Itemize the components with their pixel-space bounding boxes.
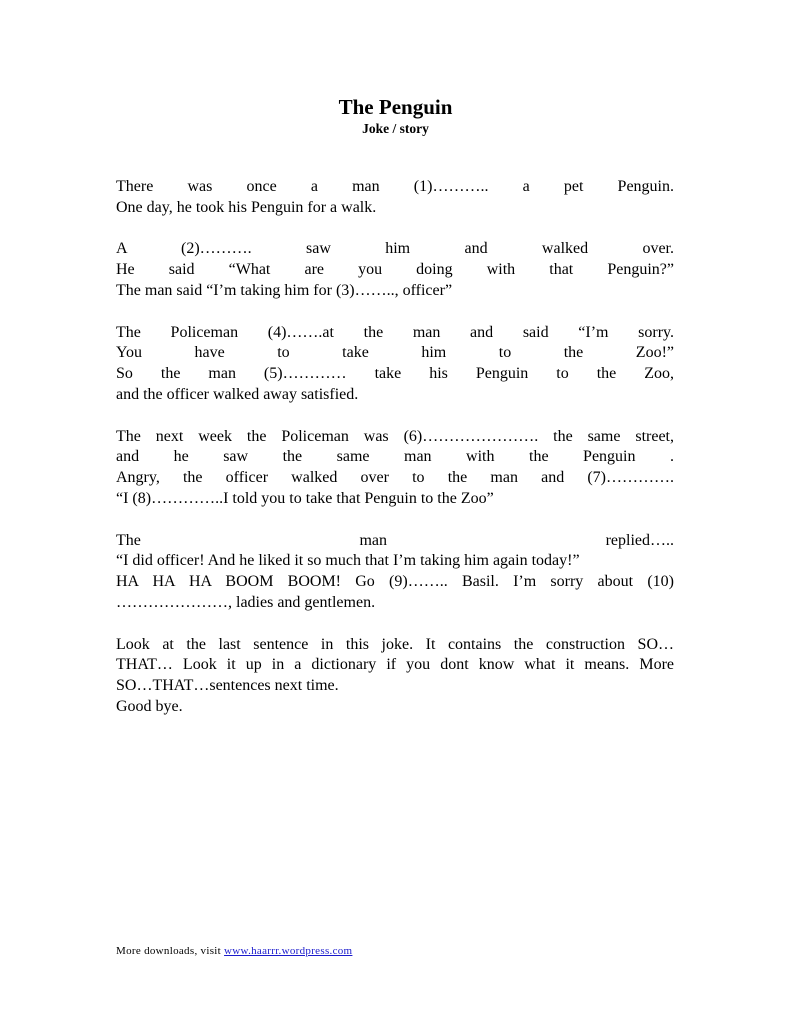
text-line: “I (8)…………..I told you to take that Penguin to the Zoo”: [116, 489, 494, 507]
story-body: [116, 177, 674, 739]
text-line: and he saw the same man with the Penguin .: [116, 448, 674, 466]
text-line: HA HA HA BOOM BOOM! Go (9)…….. Basil. I’m sorry about (10): [116, 573, 674, 591]
paragraph: [116, 635, 674, 718]
paragraph: [116, 177, 674, 219]
paragraph: [116, 323, 674, 406]
text-line: A (2)………. saw him and walked over.: [116, 240, 674, 258]
text-line: The Policeman (4)…….at the man and said “I’m sorry.: [116, 323, 674, 341]
text-line: The man replied…..: [116, 531, 674, 549]
footer-link[interactable]: www.haarrr.wordpress.com: [224, 945, 353, 957]
text-line: Look at the last sentence in this joke. It contains the construction SO…: [116, 635, 674, 653]
footer: [116, 944, 352, 958]
text-line: The man said “I’m taking him for (3)…….., officer”: [116, 281, 453, 299]
text-line: The next week the Policeman was (6)…………………. the same street,: [116, 427, 674, 445]
text-line: He said “What are you doing with that Penguin?”: [116, 261, 674, 279]
text-line: So the man (5)………… take his Penguin to the Zoo,: [116, 365, 674, 383]
paragraph: [116, 427, 674, 510]
page-subtitle: Joke / story: [362, 121, 429, 136]
text-line: SO…THAT…sentences next time.: [116, 677, 339, 695]
text-line: …………………, ladies and gentlemen.: [116, 593, 376, 611]
text-line: Good bye.: [116, 697, 183, 715]
text-line: Angry, the officer walked over to the man and (7)………….: [116, 469, 674, 487]
text-line: There was once a man (1)……….. a pet Penguin.: [116, 178, 674, 195]
page-title: The Penguin: [338, 95, 453, 119]
text-line: and the officer walked away satisfied.: [116, 385, 359, 403]
text-line: One day, he took his Penguin for a walk.: [116, 198, 377, 216]
paragraph: [116, 531, 674, 614]
text-line: THAT… Look it up in a dictionary if you dont know what it means. More: [116, 656, 674, 674]
footer-prefix: More downloads, visit: [116, 945, 225, 957]
text-line: You have to take him to the Zoo!”: [116, 344, 674, 362]
paragraph: [116, 239, 674, 301]
text-line: “I did officer! And he liked it so much that I’m taking him again today!”: [116, 552, 580, 570]
